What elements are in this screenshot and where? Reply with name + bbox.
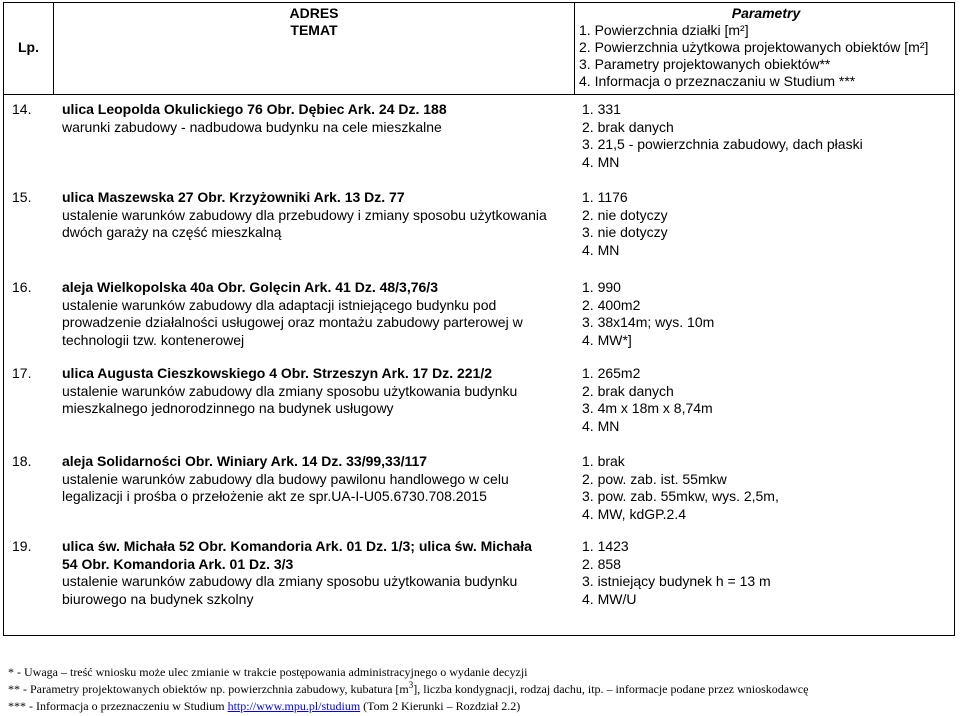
row-param-line: 2. brak danych xyxy=(582,382,674,399)
column-divider xyxy=(574,3,575,95)
table-header xyxy=(4,3,954,95)
row-param-line: 4. MW/U xyxy=(582,590,637,607)
footnote-2-text: ], liczba kondygnacji, rodzaj dachu, itp. – informacje podane przez wnioskodawcę xyxy=(413,682,809,696)
row-param-line: 3. pow. zab. 55mkw, wys. 2,5m, xyxy=(582,488,779,504)
header-temat: TEMAT xyxy=(290,22,338,38)
row-parameters xyxy=(582,279,952,349)
row-param-line: 2. pow. zab. ist. 55mkw xyxy=(582,470,727,487)
row-address-line: aleja Wielkopolska 40a Obr. Golęcin Ark. 41 Dz. 48/3,76/3 xyxy=(62,279,438,295)
row-param-line: 3. 21,5 - powierzchnia zabudowy, dach płaski xyxy=(582,136,863,152)
row-address-topic xyxy=(62,279,572,349)
header-address-topic xyxy=(54,5,574,39)
row-address-topic xyxy=(62,538,572,608)
row-topic-line: ustalenie warunków zabudowy dla budowy pawilonu handlowego w celu xyxy=(62,470,509,487)
row-topic-line: ustalenie warunków zabudowy dla zmiany sposobu użytkowania budynku xyxy=(62,382,518,399)
row-param-line: 1. 990 xyxy=(582,279,621,295)
row-number: 16. xyxy=(12,279,32,295)
row-address-topic xyxy=(62,453,572,506)
row-param-line: 2. brak danych xyxy=(582,118,674,135)
row-address-topic xyxy=(62,101,572,136)
row-topic-line: legalizacji i prośba o przełożenie akt ze spr.UA-I-U05.6730.708.2015 xyxy=(62,488,487,504)
row-param-line: 4. MW, kdGP.2.4 xyxy=(582,505,687,522)
row-address-line: 54 Obr. Komandoria Ark. 01 Dz. 3/3 xyxy=(62,555,294,572)
row-topic-line: prowadzenie działalności usługowej oraz montażu zabudowy parterowej w xyxy=(62,314,523,330)
row-topic-line: ustalenie warunków zabudowy dla adaptacji istniejącego budynku pod xyxy=(62,296,497,313)
row-param-line: 3. istniejący budynek h = 13 m xyxy=(582,573,771,589)
row-number: 18. xyxy=(12,453,32,469)
header-parametry: Parametry xyxy=(731,5,801,21)
row-topic-line: warunki zabudowy - nadbudowa budynku na cele mieszkalne xyxy=(62,118,442,135)
row-number: 15. xyxy=(12,189,32,205)
row-parameters xyxy=(582,453,952,523)
row-parameters xyxy=(582,101,952,171)
row-topic-line: technologii tzw. kontenerowej xyxy=(62,331,245,348)
header-adres: ADRES xyxy=(289,5,339,21)
footnote-2 xyxy=(8,681,958,698)
row-topic-line: ustalenie warunków zabudowy dla przebudowy i zmiany sposobu użytkowania xyxy=(62,206,547,223)
row-address-line: ulica Maszewska 27 Obr. Krzyżowniki Ark. 13 Dz. 77 xyxy=(62,189,405,205)
footnote-2-text: ** - Parametry projektowanych obiektów np. powierzchnia zabudowy, kubatura [m xyxy=(8,682,409,696)
row-param-line: 1. 265m2 xyxy=(582,365,641,381)
row-param-line: 3. nie dotyczy xyxy=(582,224,668,240)
row-topic-line: mieszkalnego jednorodzinnego na budynek usługowy xyxy=(62,400,394,416)
row-param-line: 3. 4m x 18m x 8,74m xyxy=(582,400,713,416)
row-address-line: ulica Leopolda Okulickiego 76 Obr. Dębiec Ark. 24 Dz. 188 xyxy=(62,101,447,117)
row-topic-line: dwóch garaży na część mieszkalną xyxy=(62,224,282,240)
studium-link[interactable]: http://www.mpu.pl/studium xyxy=(227,699,361,713)
row-param-line: 2. nie dotyczy xyxy=(582,206,668,223)
row-topic-line: biurowego na budynek szkolny xyxy=(62,590,254,607)
row-address-line: aleja Solidarności Obr. Winiary Ark. 14 Dz. 33/99,33/117 xyxy=(62,453,428,469)
row-param-line: 1. brak xyxy=(582,453,625,469)
row-parameters xyxy=(582,189,952,259)
header-param-line: 1. Powierzchnia działki [m²] xyxy=(579,22,749,38)
footnote-2-sup: 3 xyxy=(408,680,414,690)
row-param-line: 1. 331 xyxy=(582,101,621,117)
header-param-line: 2. Powierzchnia użytkowa projektowanych obiektów [m²] xyxy=(579,39,929,55)
header-param-line: 3. Parametry projektowanych obiektów** xyxy=(579,56,831,72)
row-number: 19. xyxy=(12,538,32,554)
row-parameters xyxy=(582,365,952,435)
row-param-line: 1. 1423 xyxy=(582,538,629,554)
footnote-3-text: (Tom 2 Kierunki – Rozdział 2.2) xyxy=(360,699,521,713)
footnote-3 xyxy=(8,698,958,715)
header-lp: Lp. xyxy=(18,39,39,55)
footnotes xyxy=(8,664,958,715)
footnote-1: * - Uwaga – treść wniosku może ulec zmianie w trakcie postępowania administracyjnego o wydanie decyzji xyxy=(8,665,528,679)
row-param-line: 4. MN xyxy=(582,153,620,170)
row-address-topic xyxy=(62,189,572,242)
row-param-line: 4. MN xyxy=(582,241,620,258)
row-parameters xyxy=(582,538,952,608)
row-number: 14. xyxy=(12,101,32,117)
row-address-topic xyxy=(62,365,572,418)
row-number: 17. xyxy=(12,365,32,381)
row-param-line: 4. MW*] xyxy=(582,331,632,348)
header-parameters xyxy=(579,5,953,90)
row-topic-line: ustalenie warunków zabudowy dla zmiany sposobu użytkowania budynku xyxy=(62,573,518,589)
row-param-line: 4. MN xyxy=(582,417,620,434)
header-param-line: 4. Informacja o przeznaczaniu w Studium *** xyxy=(579,73,856,89)
row-param-line: 1. 1176 xyxy=(582,189,628,205)
footnote-3-text: *** - Informacja o przeznaczeniu w Studium xyxy=(8,699,228,713)
row-param-line: 2. 858 xyxy=(582,555,621,572)
row-param-line: 3. 38x14m; wys. 10m xyxy=(582,314,715,330)
applications-table xyxy=(3,2,955,636)
row-address-line: ulica św. Michała 52 Obr. Komandoria Ark. 01 Dz. 1/3; ulica św. Michała xyxy=(62,538,532,554)
row-address-line: ulica Augusta Cieszkowskiego 4 Obr. Strzeszyn Ark. 17 Dz. 221/2 xyxy=(62,365,493,381)
row-param-line: 2. 400m2 xyxy=(582,296,641,313)
